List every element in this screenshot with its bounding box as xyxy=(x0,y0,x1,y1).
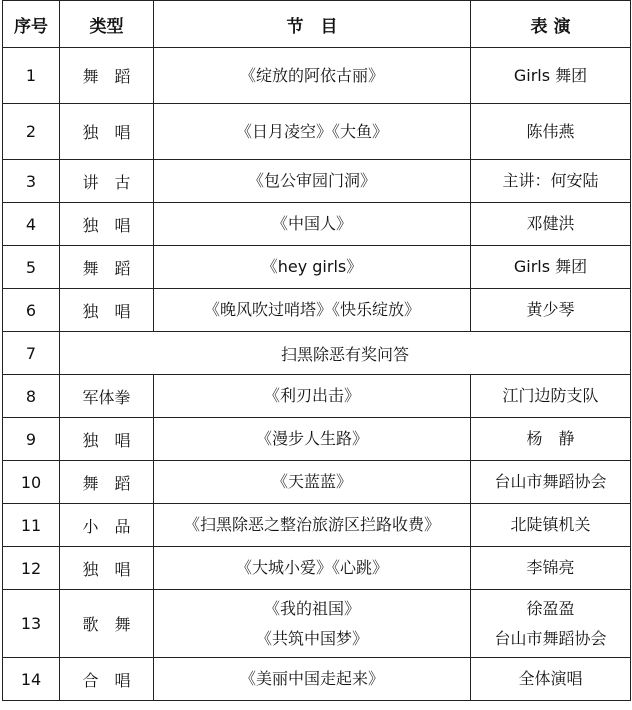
performer-name: Girls 舞团 xyxy=(513,257,588,276)
performer-name: 邓健洪 xyxy=(526,214,575,233)
table-row xyxy=(3,547,631,590)
row-performer-cell xyxy=(471,246,631,289)
row-program-cell xyxy=(154,48,471,104)
row-performer-cell xyxy=(471,461,631,504)
program-title: 《大城小爱》《心跳》 xyxy=(235,558,388,577)
row-program-cell xyxy=(154,547,471,590)
row-type-cell: 舞 蹈 xyxy=(60,461,154,504)
row-performer-cell xyxy=(471,203,631,246)
table-row xyxy=(3,504,631,547)
row-program-cell xyxy=(154,246,471,289)
row-type-cell: 讲 古 xyxy=(60,160,154,203)
program-title: 《中国人》 xyxy=(271,214,352,233)
header-index: 序号 xyxy=(3,1,60,48)
header-performer: 表 演 xyxy=(471,1,631,48)
row-performer-cell xyxy=(471,547,631,590)
row-type-cell: 独 唱 xyxy=(60,203,154,246)
row-index-cell: 13 xyxy=(3,590,60,658)
row-type-cell: 军体拳 xyxy=(60,375,154,418)
row-index-cell: 8 xyxy=(3,375,60,418)
performer-name: 徐盈盈 xyxy=(526,598,575,618)
table-row xyxy=(3,461,631,504)
row-index-cell: 11 xyxy=(3,504,60,547)
row-performer-cell xyxy=(471,375,631,418)
row-performer-cell xyxy=(471,104,631,160)
program-title: 《共筑中国梦》 xyxy=(255,628,368,648)
row-program-cell xyxy=(154,160,471,203)
program-title: 《hey girls》 xyxy=(261,257,363,276)
performer-name: 台山市舞蹈协会 xyxy=(494,472,607,491)
performer-name: 杨 静 xyxy=(526,429,575,448)
header-type: 类型 xyxy=(60,1,154,48)
performer-name: 北陡镇机关 xyxy=(510,515,591,534)
row-performer-cell xyxy=(471,289,631,332)
table-row xyxy=(3,48,631,104)
program-title: 《日月凌空》《大鱼》 xyxy=(235,121,388,141)
row-index-cell: 6 xyxy=(3,289,60,332)
table-row xyxy=(3,246,631,289)
row-type-cell: 独 唱 xyxy=(60,418,154,461)
performer-name: 陈伟燕 xyxy=(526,121,575,141)
performer-name: 李锦亮 xyxy=(526,558,575,577)
row-program-cell xyxy=(154,504,471,547)
performer-name: 全体演唱 xyxy=(518,669,583,688)
program-title: 《我的祖国》 xyxy=(263,598,360,618)
row-index-cell: 9 xyxy=(3,418,60,461)
row-type-cell: 歌 舞 xyxy=(60,590,154,658)
row-index-cell: 1 xyxy=(3,48,60,104)
row-index-cell: 4 xyxy=(3,203,60,246)
performer-name: 江门边防支队 xyxy=(502,386,599,405)
performer-name: 主讲：何安陆 xyxy=(502,171,599,190)
row-program-cell xyxy=(154,375,471,418)
table-row xyxy=(3,289,631,332)
row-performer-cell xyxy=(471,590,631,658)
row-performer-cell xyxy=(471,48,631,104)
program-title: 《美丽中国走起来》 xyxy=(239,669,384,688)
table-body xyxy=(3,48,631,701)
row-program-cell xyxy=(154,289,471,332)
row-program-cell xyxy=(154,104,471,160)
program-title: 《利刃出击》 xyxy=(263,386,360,405)
program-title: 《包公审园门洞》 xyxy=(247,171,376,190)
row-index-cell: 10 xyxy=(3,461,60,504)
row-performer-cell xyxy=(471,418,631,461)
row-index-cell: 7 xyxy=(3,332,60,375)
table-row xyxy=(3,658,631,701)
table-row xyxy=(3,375,631,418)
row-program-cell xyxy=(154,418,471,461)
row-index-cell: 5 xyxy=(3,246,60,289)
row-type-cell: 合 唱 xyxy=(60,658,154,701)
row-index-cell: 2 xyxy=(3,104,60,160)
row-index-cell: 12 xyxy=(3,547,60,590)
row-program-cell xyxy=(154,203,471,246)
program-title: 《绽放的阿依古丽》 xyxy=(239,65,384,85)
row-index-cell: 3 xyxy=(3,160,60,203)
row-program-cell xyxy=(154,658,471,701)
row-type-cell: 独 唱 xyxy=(60,289,154,332)
table-row xyxy=(3,160,631,203)
program-title: 《天蓝蓝》 xyxy=(271,472,352,491)
row-type-cell: 小 品 xyxy=(60,504,154,547)
table-row xyxy=(3,203,631,246)
row-program-cell xyxy=(154,590,471,658)
row-type-cell: 独 唱 xyxy=(60,547,154,590)
program-title: 《扫黑除恶之整治旅游区拦路收费》 xyxy=(183,515,440,534)
row-performer-cell xyxy=(471,504,631,547)
table-row xyxy=(3,332,631,375)
table-row xyxy=(3,418,631,461)
row-type-cell: 舞 蹈 xyxy=(60,48,154,104)
row-index-cell: 14 xyxy=(3,658,60,701)
header-row xyxy=(3,1,631,48)
header-program: 节 目 xyxy=(154,1,471,48)
performer-name: Girls 舞团 xyxy=(513,65,588,85)
row-performer-cell xyxy=(471,160,631,203)
row-program-cell xyxy=(154,461,471,504)
row-performer-cell xyxy=(471,658,631,701)
merged-cell: 扫黑除恶有奖问答 xyxy=(60,332,631,375)
program-title: 《晚风吹过哨塔》《快乐绽放》 xyxy=(203,300,420,319)
table-row xyxy=(3,104,631,160)
row-type-cell: 独 唱 xyxy=(60,104,154,160)
row-type-cell: 舞 蹈 xyxy=(60,246,154,289)
performer-name: 台山市舞蹈协会 xyxy=(494,628,607,648)
program-table xyxy=(2,0,631,701)
program-title: 《漫步人生路》 xyxy=(255,429,368,448)
performer-name: 黄少琴 xyxy=(526,300,575,319)
table-row xyxy=(3,590,631,658)
